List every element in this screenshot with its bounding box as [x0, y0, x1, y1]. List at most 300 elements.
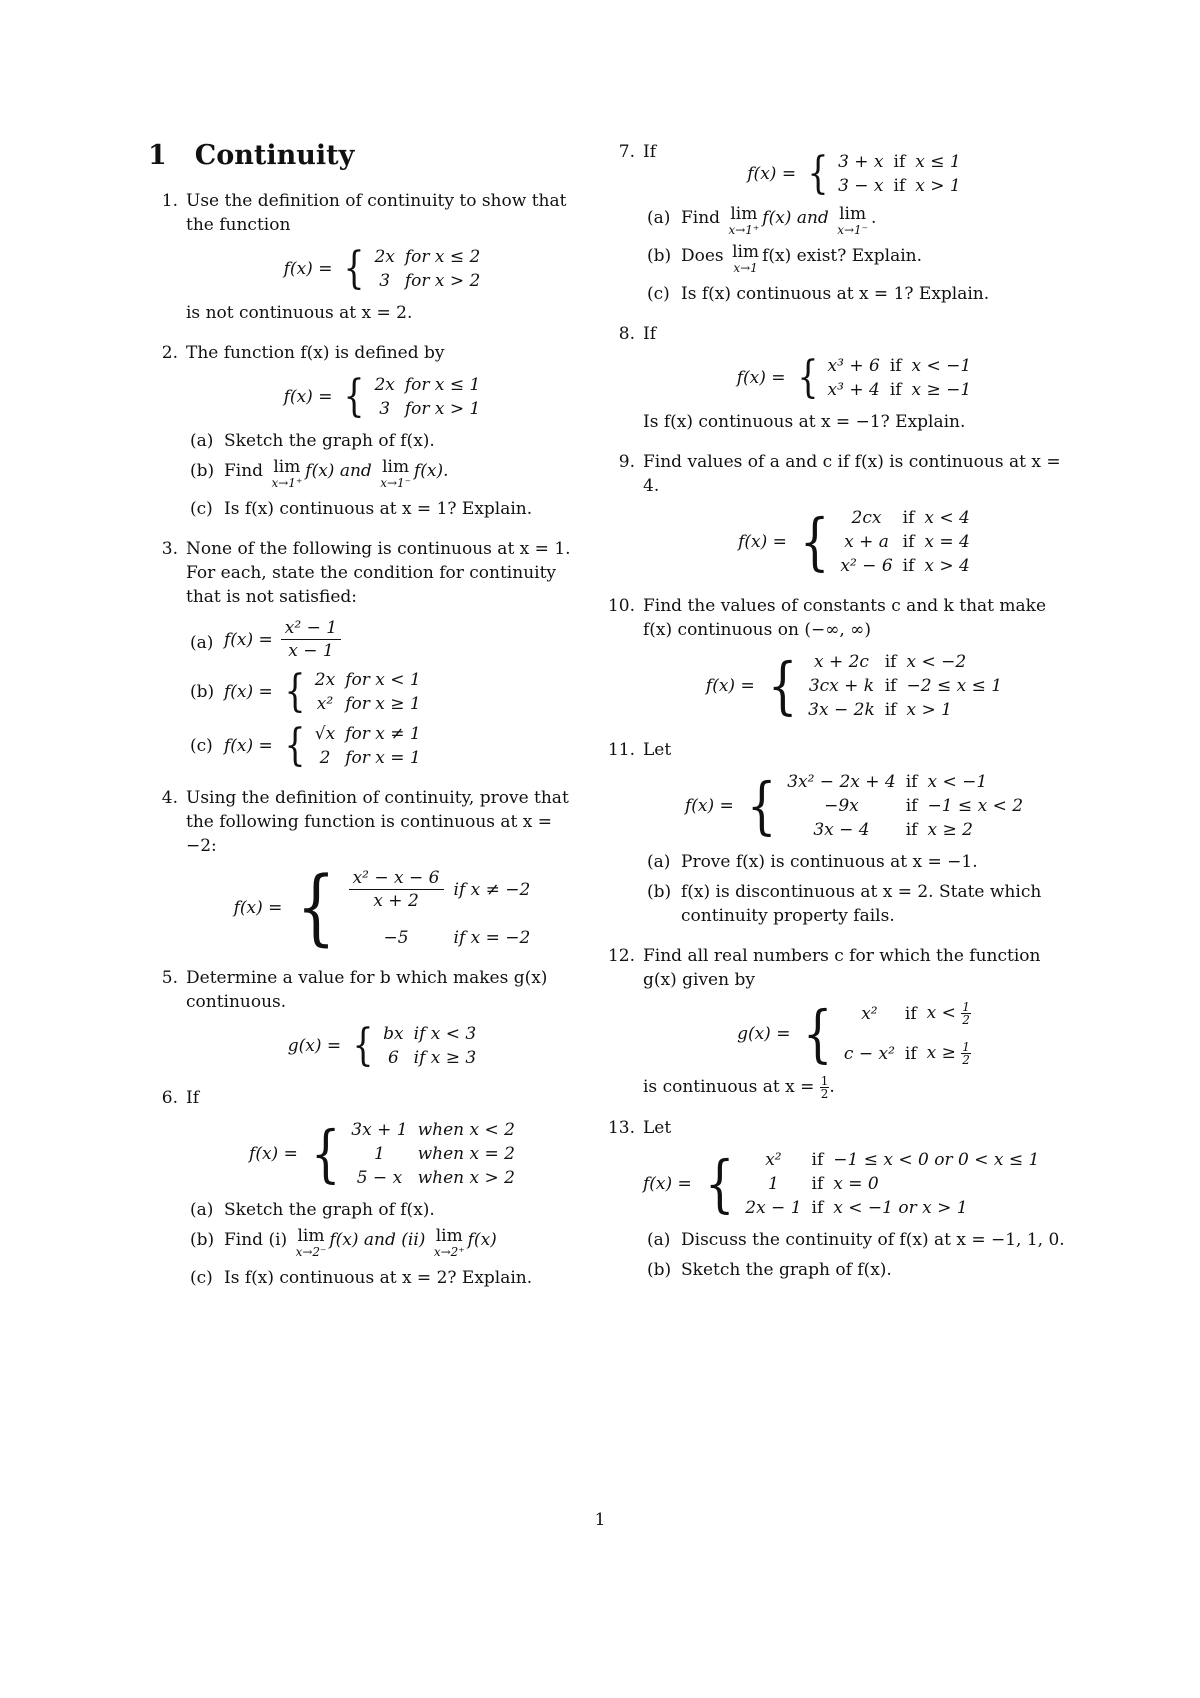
piecewise-table	[374, 373, 490, 421]
problem-number: 10.	[607, 596, 635, 616]
piecewise-table	[844, 1000, 981, 1067]
equation-lhs: f(x) =	[643, 1174, 692, 1194]
piece-value: x² − 6	[840, 556, 893, 576]
piece-condition: −2 ≤ x ≤ 1	[906, 676, 1003, 696]
limit-expression	[434, 1228, 465, 1260]
problem-text: The function f(x) is defined by	[186, 343, 445, 363]
left-brace: {	[799, 505, 830, 578]
piece-if: if	[902, 556, 915, 576]
fraction-denominator: 2	[962, 1053, 970, 1067]
piecewise-row	[383, 1022, 486, 1046]
piece-value: x³ + 4	[827, 380, 880, 400]
piecewise-row	[844, 1000, 981, 1040]
problem-number: 8.	[618, 324, 635, 344]
subpart-label: (a)	[647, 1230, 671, 1250]
subpart-text: Find	[224, 461, 264, 481]
problem-text: If	[643, 324, 657, 344]
piece-value: 5 − x	[356, 1168, 403, 1188]
section-number: 1	[148, 140, 167, 171]
left-brace: {	[343, 371, 365, 422]
piece-value: 3 + x	[838, 152, 884, 172]
piecewise-row	[844, 1040, 981, 1067]
piecewise-row	[840, 530, 979, 554]
problem-number: 2.	[161, 343, 178, 363]
piecewise-table	[745, 1148, 1049, 1220]
subpart-b	[186, 668, 588, 716]
problem-6	[148, 1086, 588, 1290]
subpart-label: (c)	[190, 736, 213, 756]
subpart-c	[643, 282, 1075, 306]
equation-lhs: g(x) =	[737, 1023, 791, 1044]
piece-value: 3x − 4	[813, 820, 870, 840]
piece-value: −5	[383, 928, 409, 948]
left-column	[148, 140, 588, 1306]
problem-conclusion: is not continuous at x = 2.	[186, 303, 413, 323]
problem-number: 9.	[618, 452, 635, 472]
subpart-text: Sketch the graph of f(x).	[224, 1200, 435, 1220]
piecewise-table	[315, 668, 431, 716]
problem-text: None of the following is continuous at x = 1. For each, state the condition for continuity that is not satisfied:	[186, 539, 571, 607]
subpart-b	[643, 1258, 1075, 1282]
piece-condition	[927, 1000, 981, 1040]
problem-12	[605, 944, 1075, 1100]
problem-4	[148, 786, 588, 955]
problem-text: Use the definition of continuity to show that the function	[186, 191, 567, 235]
equation-lhs: f(x) =	[736, 368, 786, 388]
piece-value: x + a	[844, 532, 889, 552]
piece-if: if	[904, 1043, 917, 1064]
left-brace: {	[296, 860, 337, 955]
fraction-numerator: 1	[820, 1074, 829, 1088]
subpart-a	[643, 1228, 1075, 1252]
subpart-label: (a)	[190, 431, 214, 451]
piecewise-equation	[186, 1118, 588, 1190]
problem-text: If	[643, 142, 657, 162]
piece-condition: −1 ≤ x < 0 or 0 < x ≤ 1	[833, 1150, 1040, 1170]
piece-condition: if x = −2	[453, 928, 531, 948]
piece-if: if	[893, 176, 906, 196]
piece-condition: when x > 2	[417, 1168, 515, 1188]
piecewise-row	[838, 174, 971, 198]
problem-text: Find values of a and c if f(x) is continuous at x = 4.	[643, 452, 1061, 496]
left-brace: {	[807, 148, 829, 199]
piece-condition: when x < 2	[417, 1120, 515, 1140]
piece-value	[349, 866, 454, 926]
equation-lhs: f(x) =	[738, 532, 787, 552]
piece-condition: x ≥ −1	[911, 380, 972, 400]
piece-condition: for x ≥ 1	[345, 694, 421, 714]
piece-value: 3x + 1	[351, 1120, 408, 1140]
half-fraction	[961, 1001, 971, 1026]
piecewise-row	[828, 354, 982, 378]
piece-condition: for x ≠ 1	[345, 724, 421, 744]
problem-10	[605, 594, 1075, 722]
piece-condition: x < −1 or x > 1	[833, 1198, 968, 1218]
limit-word: lim	[435, 1226, 463, 1246]
left-brace: {	[310, 1117, 341, 1190]
limit-word: lim	[297, 1226, 325, 1246]
piece-value: 2x − 1	[745, 1198, 802, 1218]
piecewise-row	[315, 746, 431, 770]
problem-9	[605, 450, 1075, 578]
piece-value: 3	[379, 271, 391, 291]
piece-condition: for x < 1	[345, 670, 421, 690]
piece-if: if	[884, 676, 897, 696]
subpart-label: (b)	[647, 1260, 672, 1280]
piece-condition: for x ≤ 1	[404, 375, 481, 395]
problem-text: Determine a value for b which makes g(x) continuous.	[186, 968, 548, 1012]
piecewise-table	[349, 866, 541, 950]
subpart-text: f(x) and	[305, 461, 372, 481]
equation-lhs: f(x) =	[249, 1144, 298, 1164]
piecewise-table	[787, 770, 1033, 842]
piece-value: 3	[379, 399, 391, 419]
piece-condition: for x ≤ 2	[404, 247, 481, 267]
subpart-b	[186, 459, 588, 491]
piece-condition: x = 4	[924, 532, 970, 552]
piecewise-row	[838, 150, 971, 174]
problem-11	[605, 738, 1075, 928]
subpart-label: (a)	[647, 852, 671, 872]
subpart-text: Is f(x) continuous at x = 2? Explain.	[224, 1268, 533, 1288]
piecewise-row	[349, 926, 541, 950]
piece-if: if	[811, 1198, 824, 1218]
equation-lhs: f(x) =	[233, 898, 283, 918]
problem-text: Find the values of constants c and k that make f(x) continuous on (−∞, ∞)	[643, 596, 1047, 640]
subpart-text: Find	[681, 208, 721, 228]
piecewise-row	[828, 378, 982, 402]
piecewise-row	[745, 1172, 1049, 1196]
piece-condition: x ≥ 2	[927, 820, 973, 840]
piece-value: 6	[387, 1048, 399, 1068]
problem-conclusion: Is f(x) continuous at x = −1? Explain.	[643, 412, 966, 432]
piecewise-equation	[643, 1148, 1075, 1220]
half-fraction	[820, 1075, 830, 1100]
piecewise-row	[374, 397, 490, 421]
piecewise-row	[315, 722, 431, 746]
left-brace: {	[352, 1020, 374, 1071]
problem-2	[148, 341, 588, 521]
piece-if: if	[884, 652, 897, 672]
fraction-denominator: x − 1	[288, 641, 334, 661]
problem-5	[148, 966, 588, 1070]
subpart-b	[643, 244, 1075, 276]
piece-if: if	[902, 508, 915, 528]
fraction	[349, 867, 444, 912]
piecewise-row	[787, 770, 1033, 794]
problem-7	[605, 140, 1075, 306]
left-brace: {	[704, 1147, 735, 1220]
piece-value: 2cx	[851, 508, 882, 528]
subpart-a	[186, 429, 588, 453]
piece-value: 3cx + k	[808, 676, 875, 696]
limit-subscript: x→2⁺	[433, 1245, 465, 1259]
piece-value: 2x	[374, 247, 395, 267]
subpart-text: .	[871, 208, 877, 228]
piece-value: x³ + 6	[827, 356, 880, 376]
piece-value: x²	[765, 1150, 782, 1170]
piece-condition: x ≤ 1	[915, 152, 961, 172]
page-number: 1	[594, 1510, 606, 1530]
left-brace: {	[746, 769, 777, 842]
problem-number: 4.	[161, 788, 178, 808]
fraction-denominator: 2	[962, 1013, 970, 1027]
limit-expression	[380, 459, 411, 491]
equation-lhs: f(x) =	[747, 164, 797, 184]
limit-word: lim	[273, 457, 301, 477]
piece-value: 2	[319, 748, 331, 768]
problem-number: 3.	[161, 539, 178, 559]
equation-lhs: f(x) =	[224, 736, 273, 756]
piecewise-equation	[186, 860, 588, 955]
piece-value: 1	[374, 1144, 385, 1164]
piece-condition: when x = 2	[417, 1144, 515, 1164]
fraction-numerator: 1	[962, 1000, 970, 1014]
subpart-text: f(x) and	[762, 208, 829, 228]
limit-expression	[271, 459, 302, 491]
piece-if: if	[905, 820, 918, 840]
left-brace: {	[284, 720, 306, 771]
subpart-label: (c)	[190, 1268, 213, 1288]
subpart-c	[186, 1266, 588, 1290]
limit-subscript: x→1⁺	[728, 223, 760, 237]
fraction-numerator: x² − 1	[281, 617, 341, 640]
fraction	[281, 617, 341, 662]
piece-value: 1	[767, 1174, 779, 1194]
piece-condition: for x = 1	[345, 748, 421, 768]
section-title: Continuity	[194, 140, 355, 171]
subpart-a	[643, 206, 1075, 238]
subpart-label: (b)	[190, 1230, 215, 1250]
piecewise-table	[808, 650, 1012, 722]
piece-condition: x < −2	[906, 652, 967, 672]
piece-condition: x < −1	[911, 356, 972, 376]
piece-if: if	[811, 1150, 824, 1170]
subpart-text: Sketch the graph of f(x).	[681, 1260, 892, 1280]
piecewise-table	[351, 1118, 525, 1190]
piecewise-row	[315, 692, 431, 716]
piecewise-row	[315, 668, 431, 692]
left-brace: {	[803, 996, 833, 1070]
piece-value: x²	[861, 1003, 878, 1024]
problem-number: 11.	[607, 740, 635, 760]
fraction-numerator: 1	[962, 1040, 970, 1054]
equation-lhs: f(x) =	[283, 259, 333, 279]
subpart-text: Discuss the continuity of f(x) at x = −1, 1, 0.	[681, 1230, 1065, 1250]
piece-if: if	[893, 152, 906, 172]
subpart-text: Prove f(x) is continuous at x = −1.	[681, 852, 978, 872]
condition-text: x <	[926, 1003, 956, 1023]
problem-13	[605, 1116, 1075, 1282]
piece-if: if	[902, 532, 915, 552]
subpart-a	[643, 850, 1075, 874]
piece-condition: x > 4	[924, 556, 970, 576]
problem-text: Let	[643, 1118, 672, 1138]
problem-number: 1.	[161, 191, 178, 211]
piece-value: x + 2c	[813, 652, 869, 672]
piece-value: 2x	[314, 670, 336, 690]
piecewise-row	[374, 269, 490, 293]
piecewise-equation	[643, 996, 1075, 1070]
piecewise-row	[808, 650, 1012, 674]
piecewise-row	[351, 1166, 525, 1190]
equation-lhs: f(x) =	[283, 387, 333, 407]
subpart-label: (b)	[647, 882, 672, 902]
subpart-b	[186, 1228, 588, 1260]
piece-if: if	[884, 700, 897, 720]
piece-condition	[927, 1040, 981, 1067]
limit-expression	[732, 244, 759, 276]
subpart-c	[186, 722, 588, 770]
piecewise-table	[374, 245, 490, 293]
subpart-text: f(x) and (ii)	[329, 1230, 426, 1250]
subpart-text: Is f(x) continuous at x = 1? Explain.	[224, 499, 533, 519]
limit-subscript: x→1⁺	[271, 476, 303, 490]
subpart-text: Is f(x) continuous at x = 1? Explain.	[681, 284, 990, 304]
piecewise-row	[374, 373, 490, 397]
subpart-label: (a)	[190, 633, 214, 653]
conclusion-text: is continuous at x =	[643, 1077, 815, 1097]
section-heading	[148, 140, 588, 171]
right-column	[605, 140, 1075, 1298]
piecewise-equation	[643, 354, 1075, 402]
left-brace: {	[797, 352, 819, 403]
piecewise-table	[315, 722, 431, 770]
limit-word: lim	[839, 204, 867, 224]
piece-condition: if x < 3	[413, 1024, 477, 1044]
subpart-label: (b)	[190, 682, 215, 702]
limit-expression	[296, 1228, 327, 1260]
piecewise-row	[351, 1118, 525, 1142]
piecewise-table	[840, 506, 979, 578]
piecewise-equation	[643, 650, 1075, 722]
equation-lhs: f(x) =	[705, 676, 755, 696]
piecewise-row	[787, 818, 1033, 842]
piecewise-table	[828, 354, 982, 402]
subpart-label: (b)	[647, 246, 672, 266]
piece-condition: x < −1	[927, 772, 988, 792]
piece-value: 3 − x	[838, 176, 884, 196]
left-brace: {	[284, 666, 306, 717]
piece-value: 3x − 2k	[808, 700, 875, 720]
equation-lhs: f(x) =	[224, 682, 273, 702]
subpart-c	[186, 497, 588, 521]
piece-condition: if x ≠ −2	[453, 879, 531, 900]
subpart-text: f(x) is discontinuous at x = 2. State which continuity property fails.	[681, 882, 1042, 926]
subpart-label: (a)	[190, 1200, 214, 1220]
piece-condition: x > 1	[906, 700, 952, 720]
piece-value: c − x²	[843, 1043, 895, 1064]
equation-lhs: g(x) =	[287, 1036, 342, 1056]
piece-value: x²	[316, 694, 334, 714]
piece-if: if	[905, 772, 918, 792]
problem-text: Using the definition of continuity, prove that the following function is continuous at x = −2:	[186, 788, 569, 856]
fraction-denominator: 2	[820, 1087, 829, 1101]
limit-expression	[837, 206, 868, 238]
piecewise-row	[351, 1142, 525, 1166]
subpart-text: f(x)	[467, 1230, 497, 1250]
piece-condition: if x ≥ 3	[413, 1048, 477, 1068]
piecewise-equation	[186, 245, 588, 293]
left-brace: {	[343, 243, 365, 294]
problem-text: Find all real numbers c for which the function g(x) given by	[643, 946, 1041, 990]
limit-subscript: x→1⁻	[380, 476, 411, 490]
problem-number: 13.	[607, 1118, 635, 1138]
problem-text: If	[186, 1088, 200, 1108]
subpart-text: Find (i)	[224, 1230, 288, 1250]
piece-condition: −1 ≤ x < 2	[927, 796, 1024, 816]
problem-text: Let	[643, 740, 672, 760]
fraction-denominator: x + 2	[373, 891, 419, 911]
piecewise-row	[383, 1046, 486, 1070]
piecewise-equation	[643, 770, 1075, 842]
subpart-a	[186, 617, 588, 662]
problem-number: 5.	[161, 968, 178, 988]
equation-lhs: f(x) =	[684, 796, 734, 816]
fraction-numerator: x² − x − 6	[349, 867, 444, 890]
problem-3	[148, 537, 588, 770]
piecewise-equation	[643, 150, 1075, 198]
piecewise-row	[808, 698, 1012, 722]
piecewise-equation	[186, 373, 588, 421]
subpart-label: (b)	[190, 461, 215, 481]
piecewise-row	[787, 794, 1033, 818]
piece-if: if	[905, 796, 918, 816]
subpart-text: f(x).	[414, 461, 449, 481]
piece-if: if	[889, 356, 902, 376]
piece-value: −9x	[824, 796, 859, 816]
piece-value: bx	[383, 1024, 404, 1044]
piece-if: if	[811, 1174, 824, 1194]
limit-subscript: x→2⁻	[295, 1245, 327, 1259]
piecewise-equation	[186, 1022, 588, 1070]
half-fraction	[961, 1041, 971, 1066]
piece-value: √x	[314, 724, 336, 744]
piece-if: if	[889, 380, 902, 400]
limit-word: lim	[730, 204, 758, 224]
problem-number: 12.	[607, 946, 635, 966]
equation-lhs: f(x) =	[224, 629, 273, 650]
piece-value: 3x² − 2x + 4	[787, 772, 896, 792]
problem-1	[148, 189, 588, 325]
piecewise-row	[840, 554, 979, 578]
piecewise-row	[840, 506, 979, 530]
limit-subscript: x→1	[733, 261, 758, 275]
condition-text: x ≥	[926, 1043, 956, 1063]
subpart-label: (c)	[190, 499, 213, 519]
subpart-a	[186, 1198, 588, 1222]
piecewise-row	[374, 245, 490, 269]
subpart-label: (c)	[647, 284, 670, 304]
subpart-text: Does	[681, 246, 724, 266]
problem-number: 7.	[618, 142, 635, 162]
piece-if: if	[904, 1003, 917, 1024]
limit-expression	[728, 206, 759, 238]
subpart-b	[643, 880, 1075, 928]
piecewise-row	[808, 674, 1012, 698]
left-brace: {	[767, 649, 798, 722]
piecewise-table	[838, 150, 971, 198]
piece-condition: x = 0	[833, 1174, 879, 1194]
limit-word: lim	[382, 457, 410, 477]
piece-condition: for x > 2	[404, 271, 481, 291]
subpart-text: f(x) exist? Explain.	[762, 246, 923, 266]
piece-condition: x < 4	[924, 508, 970, 528]
piece-condition: for x > 1	[404, 399, 481, 419]
piece-value: 2x	[374, 375, 395, 395]
piecewise-equation	[643, 506, 1075, 578]
problem-conclusion: is continuous at x = $\frac{1}{2}$ .	[643, 1074, 835, 1101]
